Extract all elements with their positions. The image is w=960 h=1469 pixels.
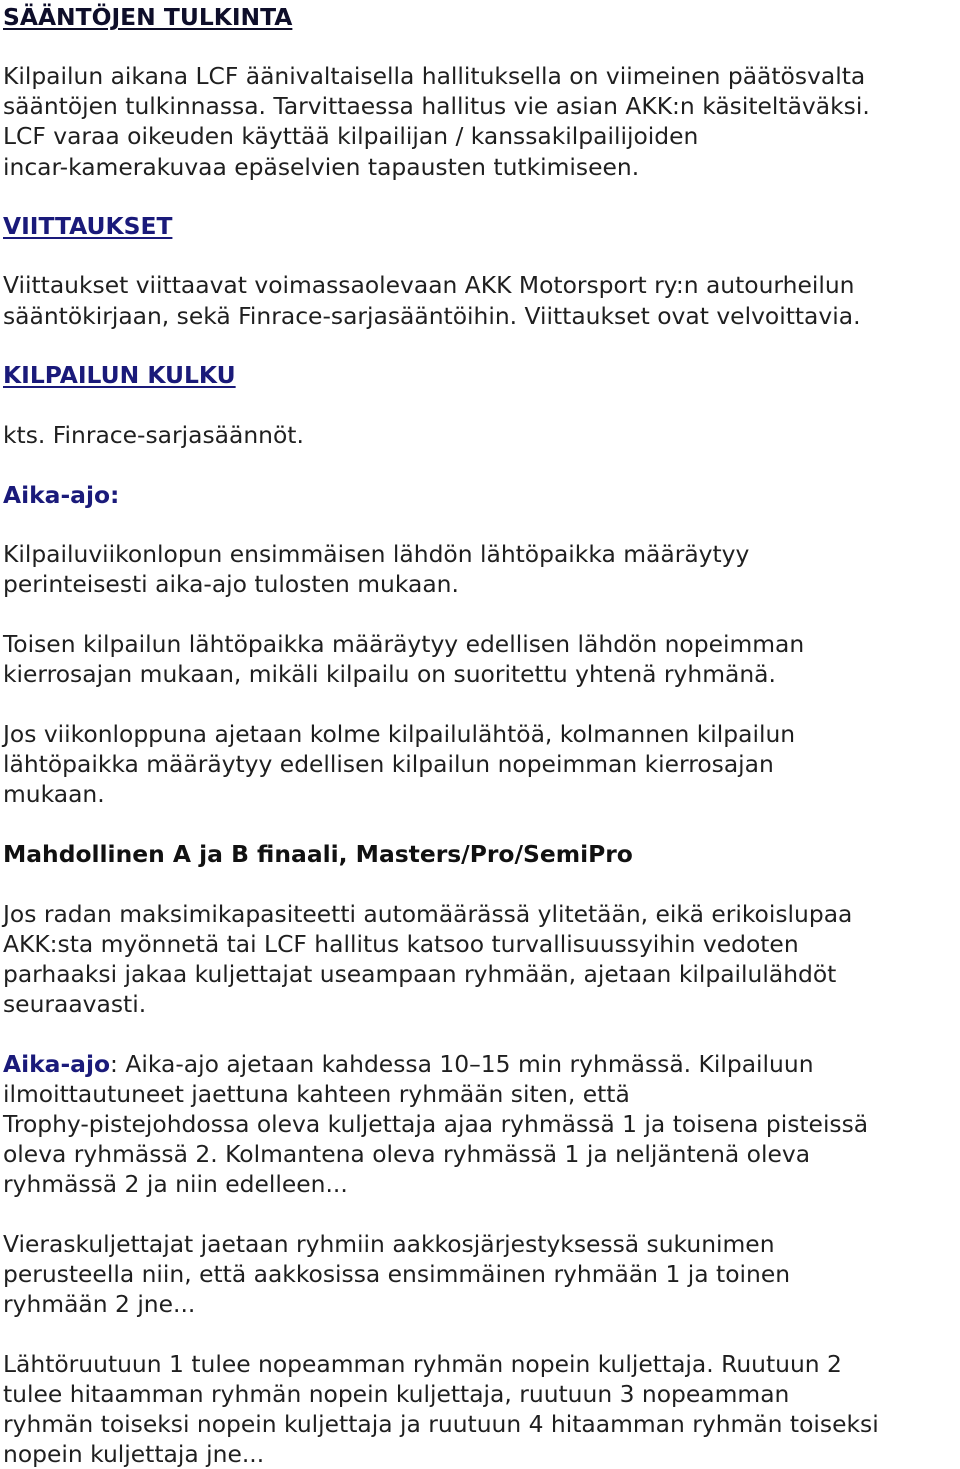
finals-p1-line-4: seuraavasti. <box>3 990 147 1018</box>
finals-p4-line-3: ryhmän toiseksi nopein kuljettaja ja ruutuun 4 hitaamman ryhmän toiseksi <box>3 1410 879 1438</box>
finals-p4-line-1: Lähtöruutuun 1 tulee nopeamman ryhmän nopein kuljettaja. Ruutuun 2 <box>3 1350 842 1378</box>
rules-interpretation-line-4: incar-kamerakuvaa epäselvien tapausten tutkimiseen. <box>3 153 640 181</box>
finals-qualifying-text: : Aika-ajo ajetaan kahdessa 10–15 min ryhmässä. Kilpailuun <box>110 1050 814 1078</box>
finals-p2-line-5: ryhmässä 2 ja niin edelleen... <box>3 1170 348 1198</box>
qualifying-p2-line-1: Toisen kilpailun lähtöpaikka määräytyy edellisen lähdön nopeimman <box>3 630 805 658</box>
finals-p3-line-2: perusteella niin, että aakkosissa ensimmäinen ryhmään 1 ja toinen <box>3 1260 791 1288</box>
finals-p1-line-2: AKK:sta myönnetä tai LCF hallitus katsoo turvallisuussyihin vedoten <box>3 930 799 958</box>
qualifying-p2-line-2: kierrosajan mukaan, mikäli kilpailu on suoritettu yhtenä ryhmänä. <box>3 660 776 688</box>
qualifying-heading: Aika-ajo: <box>3 481 120 509</box>
section-heading-rules-interpretation: SÄÄNTÖJEN TULKINTA <box>3 3 293 31</box>
rules-interpretation-line-1: Kilpailun aikana LCF äänivaltaisella hallituksella on viimeinen päätösvalta <box>3 62 866 90</box>
finals-p2-line-1 <box>3 1049 814 1079</box>
race-course-line-1: kts. Finrace-sarjasäännöt. <box>3 421 304 449</box>
finals-p3-line-1: Vieraskuljettajat jaetaan ryhmiin aakkosjärjestyksessä sukunimen <box>3 1230 775 1258</box>
finals-p2-line-3: Trophy-pistejohdossa oleva kuljettaja ajaa ryhmässä 1 ja toisena pisteissä <box>3 1110 869 1138</box>
finals-p4-line-2: tulee hitaamman ryhmän nopein kuljettaja, ruutuun 3 nopeamman <box>3 1380 790 1408</box>
finals-p3-line-3: ryhmään 2 jne... <box>3 1290 196 1318</box>
finals-p2-line-2: ilmoittautuneet jaettuna kahteen ryhmään siten, että <box>3 1080 630 1108</box>
finals-p1-line-3: parhaaksi jakaa kuljettajat useampaan ryhmään, ajetaan kilpailulähdöt <box>3 960 837 988</box>
qualifying-p1-line-2: perinteisesti aika-ajo tulosten mukaan. <box>3 570 459 598</box>
section-heading-race-course: KILPAILUN KULKU <box>3 361 236 389</box>
rules-interpretation-line-3: LCF varaa oikeuden käyttää kilpailijan / kanssakilpailijoiden <box>3 122 699 150</box>
qualifying-p3-line-2: lähtöpaikka määräytyy edellisen kilpailun nopeimman kierrosajan <box>3 750 774 778</box>
qualifying-p3-line-3: mukaan. <box>3 780 105 808</box>
section-heading-references: VIITTAUKSET <box>3 212 173 240</box>
qualifying-p1-line-1: Kilpailuviikonlopun ensimmäisen lähdön lähtöpaikka määräytyy <box>3 540 750 568</box>
finals-p2-line-4: oleva ryhmässä 2. Kolmantena oleva ryhmässä 1 ja neljäntenä oleva <box>3 1140 811 1168</box>
finals-p1-line-1: Jos radan maksimikapasiteetti automäärässä ylitetään, eikä erikoislupaa <box>3 900 853 928</box>
finals-p4-line-4: nopein kuljettaja jne... <box>3 1440 265 1468</box>
rules-interpretation-line-2: sääntöjen tulkinnassa. Tarvittaessa hallitus vie asian AKK:n käsiteltäväksi. <box>3 92 870 120</box>
references-line-2: sääntökirjaan, sekä Finrace-sarjasääntöihin. Viittaukset ovat velvoittavia. <box>3 302 861 330</box>
finals-qualifying-label: Aika-ajo <box>3 1050 111 1078</box>
finals-heading: Mahdollinen A ja B finaali, Masters/Pro/SemiPro <box>3 840 633 868</box>
references-line-1: Viittaukset viittaavat voimassaolevaan AKK Motorsport ry:n autourheilun <box>3 271 855 299</box>
qualifying-p3-line-1: Jos viikonloppuna ajetaan kolme kilpailulähtöä, kolmannen kilpailun <box>3 720 796 748</box>
